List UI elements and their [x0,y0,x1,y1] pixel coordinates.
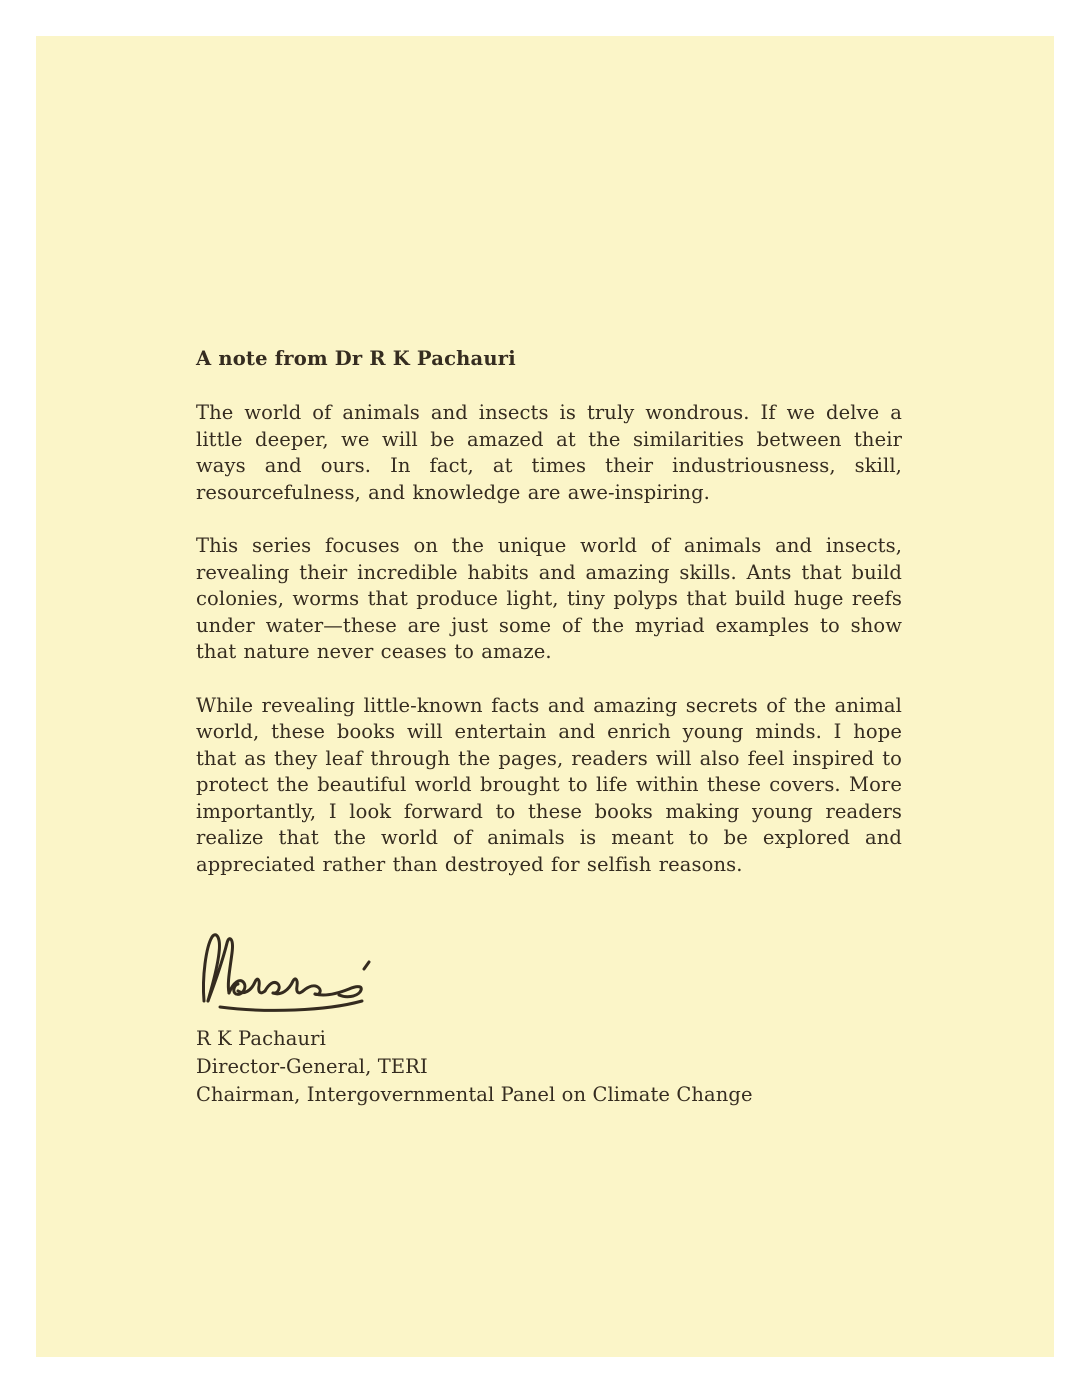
note-content [196,346,902,1109]
note-paragraph-2: This series focuses on the unique world of animals and insects, revealing their incredible habits and amazing skills. Ants that build colonies, worms that produce light, tiny polyps that build huge reefs under water—these are just some of the myriad examples to show that nature never ceases to amaze. [196,534,902,663]
signatory-name: R K Pachauri [196,1027,326,1050]
note-heading: A note from Dr R K Pachauri [196,347,516,370]
signatory-title-2: Chairman, Intergovernmental Panel on Climate Change [196,1083,753,1106]
book-page [36,36,1054,1357]
signatory-title-1: Director-General, TERI [196,1055,428,1078]
note-paragraph-3: While revealing little-known facts and amazing secrets of the animal world, these books will entertain and enrich young minds. I hope that as they leaf through the pages, readers will also feel inspired to protect the beautiful world brought to life within these covers. More importantly, I look forward to these books making young readers realize that the world of animals is meant to be explored and appreciated rather than destroyed for selfish reasons. [196,693,902,876]
note-paragraph-1: The world of animals and insects is truly wondrous. If we delve a little deeper, we will be amazed at the similarities between their ways and ours. In fact, at times their industriousness, skill, resourcefulness, and knowledge are awe-inspiring. [196,401,902,504]
signature-image [196,931,406,1015]
